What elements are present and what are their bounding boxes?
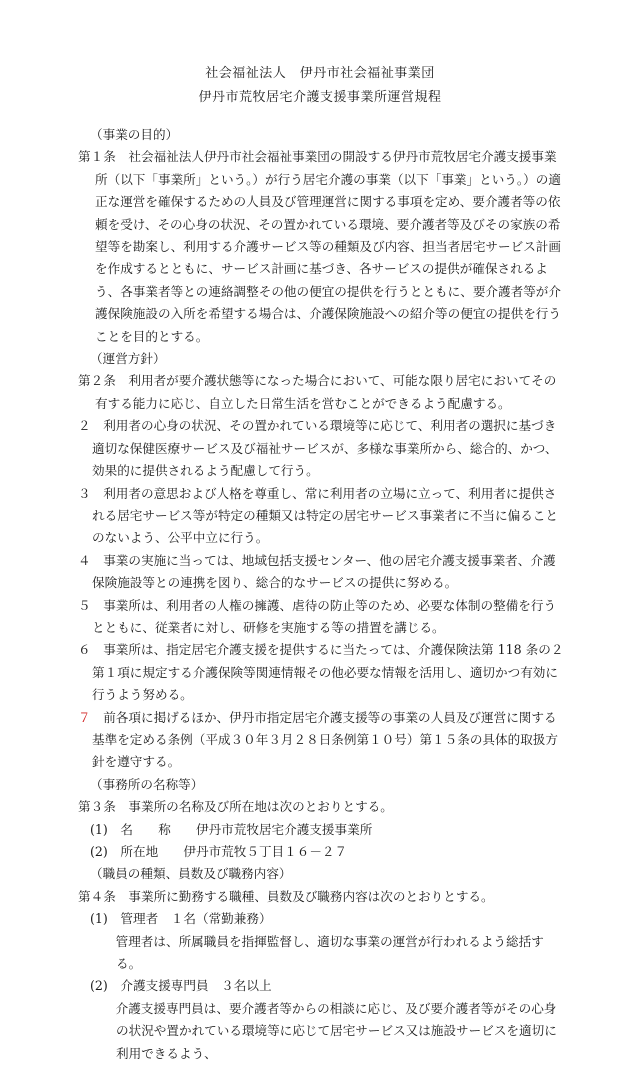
- article-2-paragraph-2: [78, 415, 568, 482]
- article-3: 第３条 事業所の名称及び所在地は次のとおりとする。: [78, 799, 393, 815]
- section-caption-office: （事務所の名称等）: [90, 776, 204, 792]
- office-address-item: (2) 所在地 伊丹市荒牧５丁目１６－２７: [90, 844, 348, 859]
- paragraph-number: ５: [78, 597, 91, 613]
- staff-item-manager: (1) 管理者 １名（常勤兼務）: [90, 911, 272, 927]
- manager-duty-text: 管理者は、所属職員を指揮監督し、適切な事業の運営が行われるよう総括する。: [103, 933, 544, 972]
- paragraph-number: ６: [78, 642, 91, 658]
- article-4: 第４条 事業所に勤務する職種、員数及び職務内容は次のとおりとする。: [78, 888, 494, 904]
- paragraph-text: 事業の実施に当っては、地域包括支援センター、他の居宅介護支援事業者、介護保険施設等との連携を図り、総合的なサービスの提供に努める。: [90, 552, 556, 591]
- paragraph-text: 事業所は、指定居宅介護支援を提供するに当たっては、介護保険法第 118 条の２第１項に規定する介護保険等関連情報その他必要な情報を活用し、適切かつ有効に行うよう努める。: [90, 642, 564, 703]
- article-2-paragraph-6: [78, 639, 568, 706]
- paragraph-text: 事業所は、利用者の人権の擁護、虐待の防止等のため、必要な体制の整備を行うとともに、従業者に対し、研修を実施する等の措置を講じる。: [90, 597, 557, 635]
- section-caption-policy: （運営方針）: [90, 351, 166, 367]
- paragraph-text: 前各項に掲げるほか、伊丹市指定居宅介護支援等の事業の人員及び運営に関する基準を定める条例（平成３０年３月２８日条例第１０号）第１５条の具体的取扱方針を遵守する。: [90, 709, 558, 770]
- article-1: 第１条 社会福祉法人伊丹市社会福祉事業団の開設する伊丹市荒牧居宅介護支援事業所（以下「事業所」という。）が行う居宅介護の事業（以下「事業」という。）の適正な運営を確保するための人員及び管理運営に関する事項を定め、要介護者等の依頼を受け、その心身の状況、その置かれている環境、要介護者等及びその家族の希望等を勘案し、利用する介護サービス等の種類及び内容、担当者居宅サービス計画を作成するとともに、サービス計画に基づき、各サービスの提供が確保されるよう、各事業者等との連絡調整その他の便宜の提供を行うとともに、要介護者等が介護保険施設の入所を希望する場合は、介護保険施設への紹介等の便宜の提供を行うことを目的とする。: [78, 149, 561, 344]
- article-2: 第２条 利用者が要介護状態等になった場合において、可能な限り居宅においてその有する能力に応じ、自立した日常生活を営むことができるよう配慮する。: [78, 373, 557, 411]
- paragraph-text: 利用者の意思および人格を尊重し、常に利用者の立場に立って、利用者に提供される居宅サービス等が特定の種類又は特定の居宅サービス事業者に不当に偏ることのないよう、公平中立に行う。: [90, 485, 558, 546]
- section-caption-purpose: （事業の目的）: [90, 127, 179, 142]
- care-manager-duty-text: 介護支援専門員は、要介護者等からの相談に応じ、及び要介護者等がその心身の状況や置かれている環境等に応じて居宅サービス又は施設サービスを適切に利用できるよう、: [103, 1000, 557, 1061]
- section-caption-staff: （職員の種類、員数及び職務内容）: [90, 866, 292, 882]
- article-2-paragraph-4: [78, 550, 568, 595]
- organization-name: 社会福祉法人 伊丹市社会福祉事業団: [205, 66, 435, 81]
- article-2-paragraph-5: [78, 595, 568, 640]
- paragraph-number: ４: [78, 552, 91, 568]
- document-body: [78, 124, 568, 1065]
- document-title: 伊丹市荒牧居宅介護支援事業所運営規程: [198, 90, 442, 105]
- paragraph-number-highlighted: ７: [78, 709, 91, 725]
- office-name-item: (1) 名 称 伊丹市荒牧居宅介護支援事業所: [90, 821, 373, 837]
- article-2-paragraph-3: [78, 483, 568, 550]
- paragraph-text: 利用者の心身の状況、その置かれている環境等に応じて、利用者の選択に基づき適切な保健医療サービス及び福祉サービスが、多様な事業所から、総合的、かつ、効果的に提供されるよう配慮して行う。: [90, 418, 558, 479]
- article-2-paragraph-7: [78, 707, 568, 774]
- staff-item-care-manager: (2) 介護支援専門員 ３名以上: [90, 978, 272, 994]
- paragraph-number: ３: [78, 485, 91, 501]
- paragraph-number: ２: [78, 418, 91, 434]
